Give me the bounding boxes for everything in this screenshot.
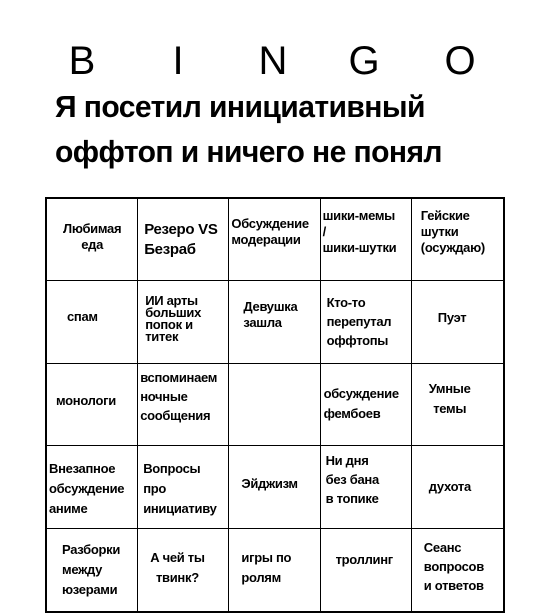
bingo-cell-text: Внезапное обсуждение аниме [49, 461, 125, 517]
bingo-letter-o: O [444, 39, 476, 83]
bingo-letter-g: G [348, 39, 380, 83]
bingo-cell-text: монологи [56, 392, 116, 408]
bingo-letters [0, 36, 550, 86]
bingo-cell-r2c5[interactable] [412, 281, 503, 363]
bingo-cell-text: А чей ты твинк? [150, 549, 205, 585]
bingo-letter-b: B [68, 39, 96, 83]
bingo-cell-r1c4[interactable] [321, 199, 412, 281]
bingo-cell-text: Вопросы про инициативу [143, 461, 217, 517]
bingo-cell-r4c2[interactable] [138, 446, 229, 528]
bingo-grid [45, 197, 505, 613]
bingo-cell-r4c5[interactable] [412, 446, 503, 528]
bingo-cell-text: Гейские шутки (осуждаю) [420, 208, 485, 255]
bingo-cell-text: Любимая еда [63, 221, 122, 252]
bingo-cell-r1c5[interactable] [412, 199, 503, 281]
bingo-cell-r3c3[interactable] [229, 364, 320, 446]
bingo-cell-r2c1[interactable] [47, 281, 138, 363]
bingo-cell-text: ИИ арты больших попок и титек [145, 293, 202, 345]
bingo-cell-text: Пуэт [437, 310, 467, 326]
bingo-cell-r3c1[interactable] [47, 364, 138, 446]
bingo-cell-text: Эйджизм [241, 476, 298, 492]
bingo-cell-r2c2[interactable] [138, 281, 229, 363]
bingo-cell-text: игры по ролям [241, 549, 292, 585]
bingo-cell-text: Резеро VS Безраб [144, 221, 218, 258]
bingo-cell-text: спам [67, 309, 98, 325]
bingo-cell-r5c5[interactable] [412, 529, 503, 611]
bingo-cell-text: вспоминаем ночные сообщения [140, 369, 218, 423]
bingo-letter-n: N [258, 39, 288, 83]
bingo-cell-text: Девушка зашла [243, 299, 298, 331]
bingo-cell-text: троллинг [335, 551, 393, 567]
bingo-cell-r2c3[interactable] [229, 281, 320, 363]
title-line-2: оффтоп и ничего не понял [55, 134, 442, 169]
bingo-cell-r3c2[interactable] [138, 364, 229, 446]
bingo-letter-i: I [172, 39, 184, 83]
bingo-cell-text: Умные темы [428, 380, 471, 416]
bingo-cell-r5c4[interactable] [321, 529, 412, 611]
bingo-cell-text: шики-мемы / шики-шутки [322, 208, 397, 255]
bingo-cell-text: обсуждение фембоев [323, 385, 399, 421]
bingo-cell-text: Разборки между юзерами [62, 541, 121, 597]
bingo-cell-r4c3[interactable] [229, 446, 320, 528]
bingo-cell-r3c5[interactable] [412, 364, 503, 446]
bingo-cell-text: Кто-то перепутал оффтопы [326, 295, 392, 349]
bingo-cell-r2c4[interactable] [321, 281, 412, 363]
bingo-cell-r1c1[interactable] [47, 199, 138, 281]
bingo-cell-r5c3[interactable] [229, 529, 320, 611]
bingo-cell-r4c4[interactable] [321, 446, 412, 528]
title-line-1: Я посетил инициативный [55, 89, 425, 124]
bingo-cell-r4c1[interactable] [47, 446, 138, 528]
bingo-cell-r5c1[interactable] [47, 529, 138, 611]
bingo-cell-text: Обсуждение модерации [231, 216, 309, 247]
bingo-cell-text: Ни дня без бана в топике [325, 453, 379, 507]
bingo-cell-r3c4[interactable] [321, 364, 412, 446]
bingo-cell-r5c2[interactable] [138, 529, 229, 611]
bingo-cell-text: духота [428, 479, 471, 495]
bingo-cell-r1c2[interactable] [138, 199, 229, 281]
bingo-cell-r1c3[interactable] [229, 199, 320, 281]
page-title [55, 84, 530, 174]
bingo-cell-text: Сеанс вопросов и ответов [423, 539, 484, 593]
